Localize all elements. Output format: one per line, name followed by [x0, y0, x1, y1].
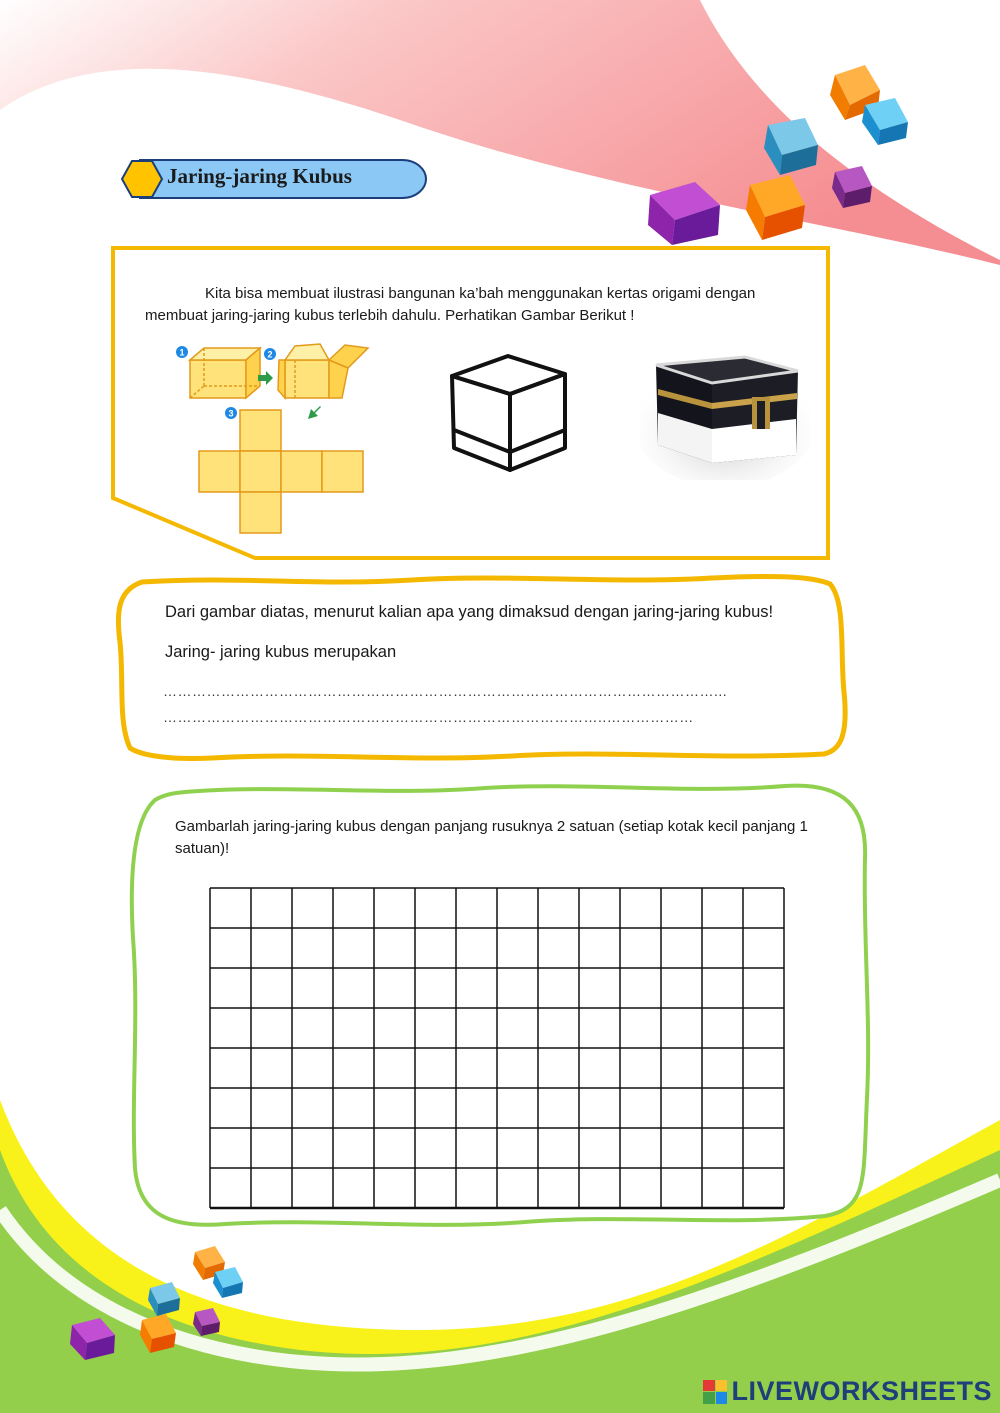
drawing-grid[interactable]	[208, 885, 792, 1211]
question-prompt: Dari gambar diatas, menurut kalian apa yang dimaksud dengan jaring-jaring kubus!	[165, 603, 774, 621]
kaaba-image	[640, 345, 810, 480]
brand-text: LIVEWORKSHEETS	[731, 1376, 992, 1406]
step-2-label	[264, 348, 276, 360]
liveworksheets-logo	[703, 1376, 992, 1407]
svg-text:1: 1	[179, 347, 185, 358]
question-box	[112, 572, 850, 764]
step-1-label	[176, 346, 188, 358]
cube-purple-large-icon	[70, 1318, 115, 1360]
step-3-label	[225, 407, 237, 419]
cube-orange-large-icon	[746, 175, 805, 240]
cube-purple-small-icon	[193, 1308, 220, 1336]
cube-teal-icon	[764, 118, 818, 175]
outline-cube-drawing	[448, 352, 570, 474]
cube-teal-icon	[148, 1282, 180, 1316]
cubes-decoration-top	[640, 60, 940, 260]
cube-blue-icon	[862, 98, 908, 145]
svg-text:2: 2	[267, 349, 273, 360]
page-title: Jaring-jaring Kubus	[167, 164, 352, 188]
intro-paragraph	[145, 283, 805, 327]
cube-purple-large-icon	[648, 182, 720, 245]
svg-text:3: 3	[228, 408, 234, 419]
drawing-instruction: Gambarlah jaring-jaring kubus dengan panjang rusuknya 2 satuan (setiap kotak kecil panjang 1 satuan)!	[175, 818, 808, 857]
answer-line-2[interactable]: ………………………………………………………………………………..………………	[163, 709, 694, 725]
intro-line-1: Kita bisa membuat ilustrasi bangunan ka’bah menggunakan kertas origami dengan	[205, 285, 756, 302]
cube-orange-large-icon	[140, 1314, 176, 1353]
cube-purple-small-icon	[832, 166, 872, 208]
cubes-decoration-bottom	[70, 1240, 260, 1370]
cube-blue-icon	[213, 1267, 243, 1298]
answer-prefix: Jaring- jaring kubus merupakan	[165, 643, 397, 661]
answer-line-1[interactable]: ……………………………………………………………………………………………………...	[163, 683, 728, 699]
liveworksheets-badge-icon	[703, 1380, 727, 1404]
hexagon-icon	[122, 161, 162, 197]
intro-line-2: membuat jaring-jaring kubus terlebih dahulu. Perhatikan Gambar Berikut !	[145, 307, 635, 324]
cube-net-folding-illustration	[170, 340, 375, 538]
arrow-down-left-icon	[308, 406, 321, 419]
